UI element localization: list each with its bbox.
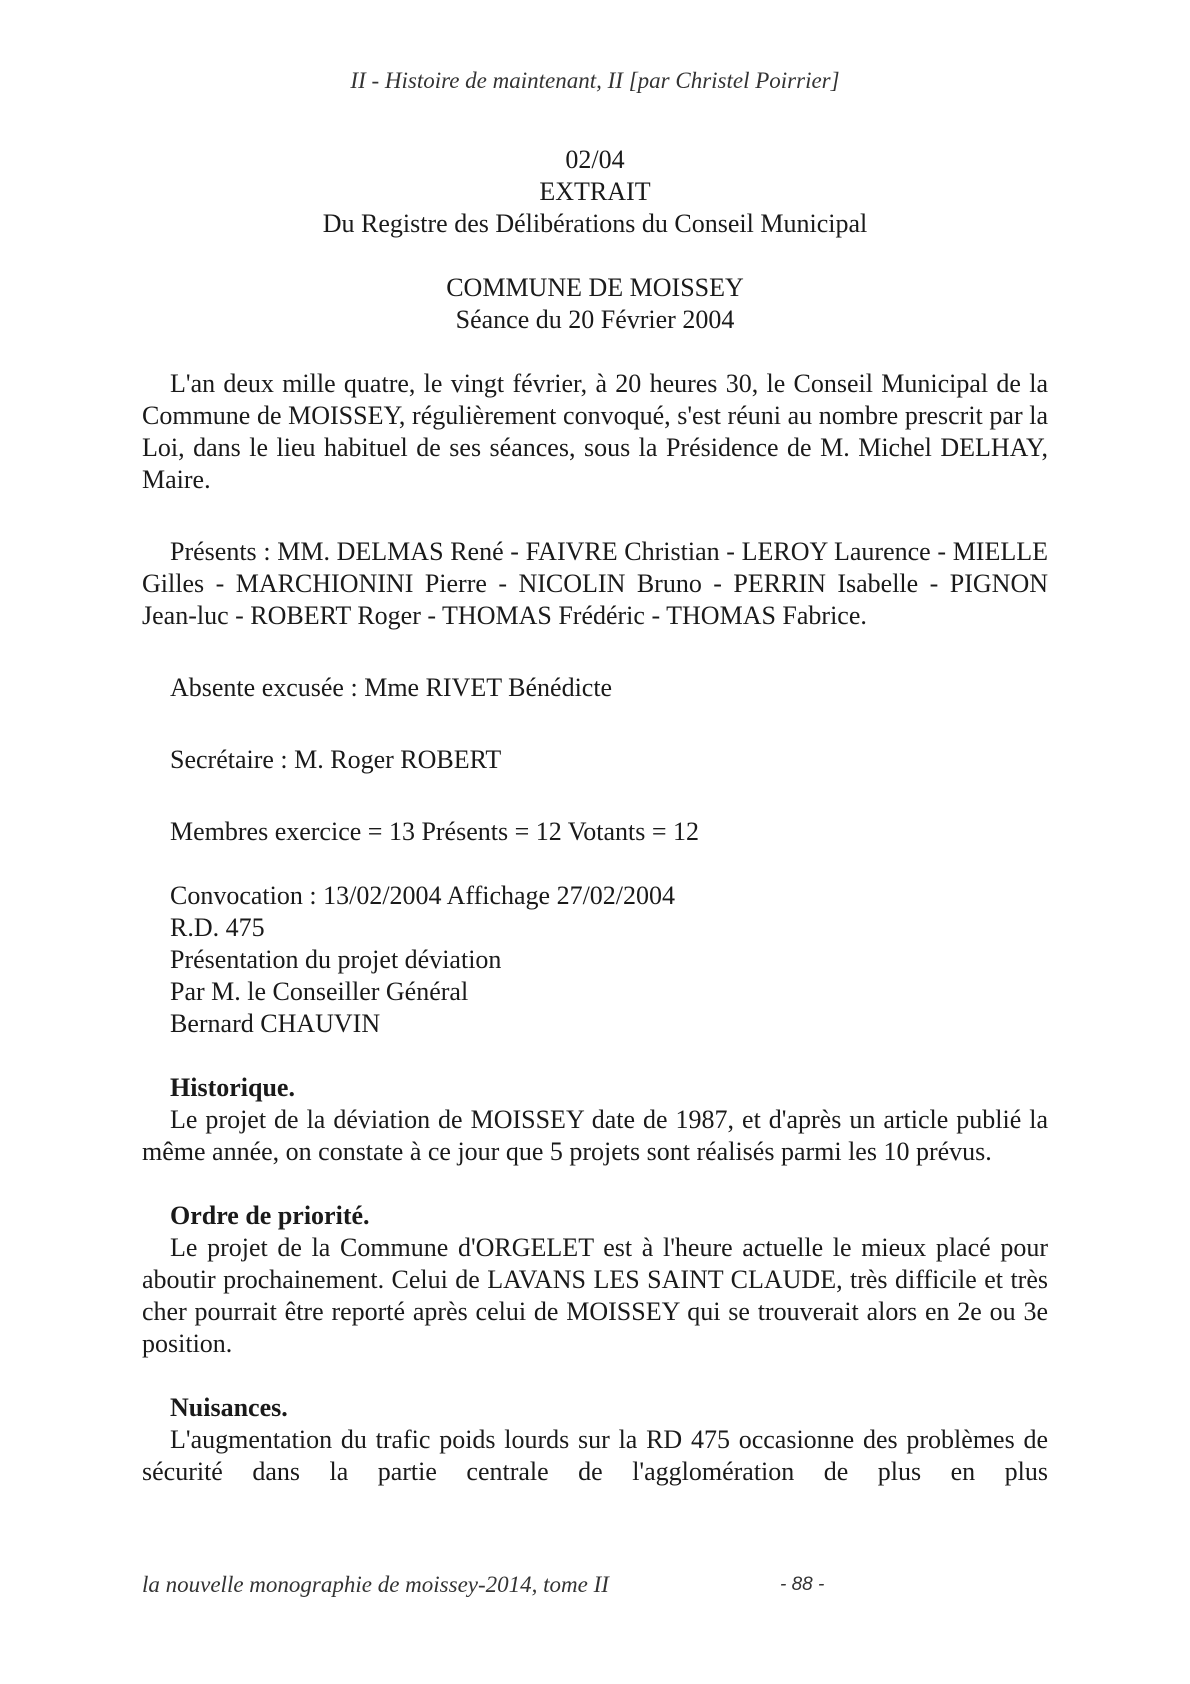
secretaire-line: Secrétaire : M. Roger ROBERT: [170, 745, 502, 774]
commune-title: COMMUNE DE MOISSEY: [446, 273, 744, 302]
membres-line: Membres exercice = 13 Présents = 12 Votants = 12: [170, 817, 699, 846]
convocation-line: Par M. le Conseiller Général: [170, 977, 469, 1006]
absente-line: Absente excusée : Mme RIVET Bénédicte: [170, 673, 613, 702]
title-block: [0, 144, 1190, 336]
convocation-line: R.D. 475: [170, 913, 265, 942]
spacer: [142, 1168, 1048, 1200]
document-body: [142, 368, 1048, 1488]
extrait-title: EXTRAIT: [539, 177, 651, 206]
convocation-line: Bernard CHAUVIN: [170, 1009, 381, 1038]
spacer: [0, 240, 1190, 272]
footer-page-number: - 88 -: [780, 1574, 825, 1595]
priorite-heading: Ordre de priorité.: [170, 1201, 370, 1230]
document-reference: 02/04: [565, 145, 625, 174]
historique-heading: Historique.: [170, 1073, 295, 1102]
convocation-line: Présentation du projet déviation: [170, 945, 502, 974]
historique-paragraph: Le projet de la déviation de MOISSEY date de 1987, et d'après un article publié la même année, on constate à ce jour que 5 projets sont réalisés parmi les 10 prévus.: [142, 1105, 1048, 1166]
presents-paragraph: Présents : MM. DELMAS René - FAIVRE Christian - LEROY Laurence - MIELLE Gilles - MARCHIONINI Pierre - NICOLIN Bruno - PERRIN Isabelle - PIGNON Jean-luc - ROBERT Roger - THOMAS Frédéric - THOMAS Fabrice.: [142, 537, 1048, 630]
spacer: [142, 848, 1048, 880]
intro-paragraph: L'an deux mille quatre, le vingt février, à 20 heures 30, le Conseil Municipal de la Commune de MOISSEY, régulièrement convoqué, s'est réuni au nombre prescrit par la Loi, dans le lieu habituel de ses séances, sous la Présidence de M. Michel DELHAY, Maire.: [142, 369, 1048, 494]
footer-book-title: la nouvelle monographie de moissey-2014, tome II: [142, 1572, 609, 1597]
spacer: [142, 776, 1048, 816]
registre-subtitle: Du Registre des Délibérations du Conseil Municipal: [322, 209, 868, 238]
convocation-line: Convocation : 13/02/2004 Affichage 27/02/2004: [170, 881, 676, 910]
spacer: [142, 704, 1048, 744]
spacer: [142, 496, 1048, 536]
spacer: [142, 1040, 1048, 1072]
convocation-block: [142, 880, 1048, 1040]
seance-date: Séance du 20 Février 2004: [455, 305, 735, 334]
spacer: [142, 1360, 1048, 1392]
priorite-paragraph: Le projet de la Commune d'ORGELET est à l'heure actuelle le mieux placé pour aboutir prochainement. Celui de LAVANS LES SAINT CLAUDE, très difficile et très cher pourrait être reporté après celui de MOISSEY qui se trouverait alors en 2e ou 3e position.: [142, 1233, 1048, 1358]
spacer: [142, 632, 1048, 672]
running-header: II - Histoire de maintenant, II [par Christel Poirrier]: [350, 68, 840, 93]
nuisances-heading: Nuisances.: [170, 1393, 288, 1422]
nuisances-paragraph: L'augmentation du trafic poids lourds sur la RD 475 occasionne des problèmes de sécurité dans la partie centrale de l'agglomération de plus en plus: [142, 1425, 1048, 1486]
